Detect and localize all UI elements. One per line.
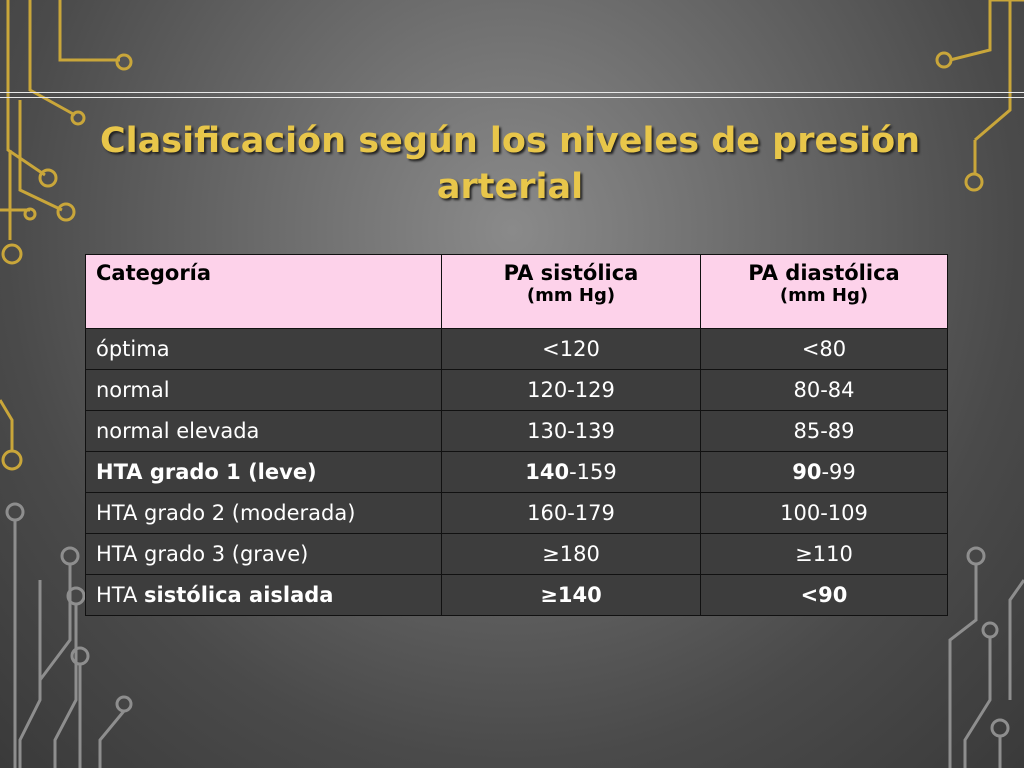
header-diastolic-unit: (mm Hg) (779, 285, 869, 306)
row-systolic: 160-179 (442, 493, 701, 534)
top-rule-line (0, 92, 1024, 93)
table-row (86, 534, 948, 575)
row-category (86, 575, 442, 616)
header-systolic (442, 255, 701, 329)
row-diastolic: <80 (701, 329, 948, 370)
row-systolic: <120 (442, 329, 701, 370)
row-category: HTA grado 2 (moderada) (86, 493, 442, 534)
row-diastolic (701, 452, 948, 493)
row-category: normal (86, 370, 442, 411)
row-category: HTA grado 1 (leve) (86, 452, 442, 493)
row-systolic: 130-139 (442, 411, 701, 452)
row-category: HTA grado 3 (grave) (86, 534, 442, 575)
row-systolic: ≥140 (442, 575, 701, 616)
category-plain: HTA (96, 583, 145, 607)
row-diastolic: 100-109 (701, 493, 948, 534)
table-header-row (86, 255, 948, 329)
table-row (86, 329, 948, 370)
diastolic-rest: -99 (821, 460, 856, 484)
systolic-bold: 140 (525, 460, 570, 484)
diastolic-bold: 90 (792, 460, 822, 484)
table-row (86, 370, 948, 411)
header-diastolic (701, 255, 948, 329)
header-category: Categoría (86, 255, 442, 329)
header-systolic-unit: (mm Hg) (526, 285, 616, 306)
row-systolic (442, 452, 701, 493)
row-diastolic: <90 (701, 575, 948, 616)
row-systolic: 120-129 (442, 370, 701, 411)
row-systolic: ≥180 (442, 534, 701, 575)
header-diastolic-label: PA diastólica (748, 261, 900, 285)
row-diastolic: 80-84 (701, 370, 948, 411)
systolic-rest: -159 (569, 460, 617, 484)
slide-title: Clasificación según los niveles de presión arterial (99, 121, 921, 207)
top-rule-line-2 (0, 97, 1024, 98)
category-bold: sistólica aislada (144, 583, 334, 607)
table-row (86, 452, 948, 493)
row-category: óptima (86, 329, 442, 370)
header-systolic-label: PA sistólica (503, 261, 639, 285)
row-diastolic: 85-89 (701, 411, 948, 452)
table-row (86, 493, 948, 534)
table-row (86, 575, 948, 616)
table-row (86, 411, 948, 452)
blood-pressure-table (85, 254, 948, 616)
row-diastolic: ≥110 (701, 534, 948, 575)
row-category: normal elevada (86, 411, 442, 452)
